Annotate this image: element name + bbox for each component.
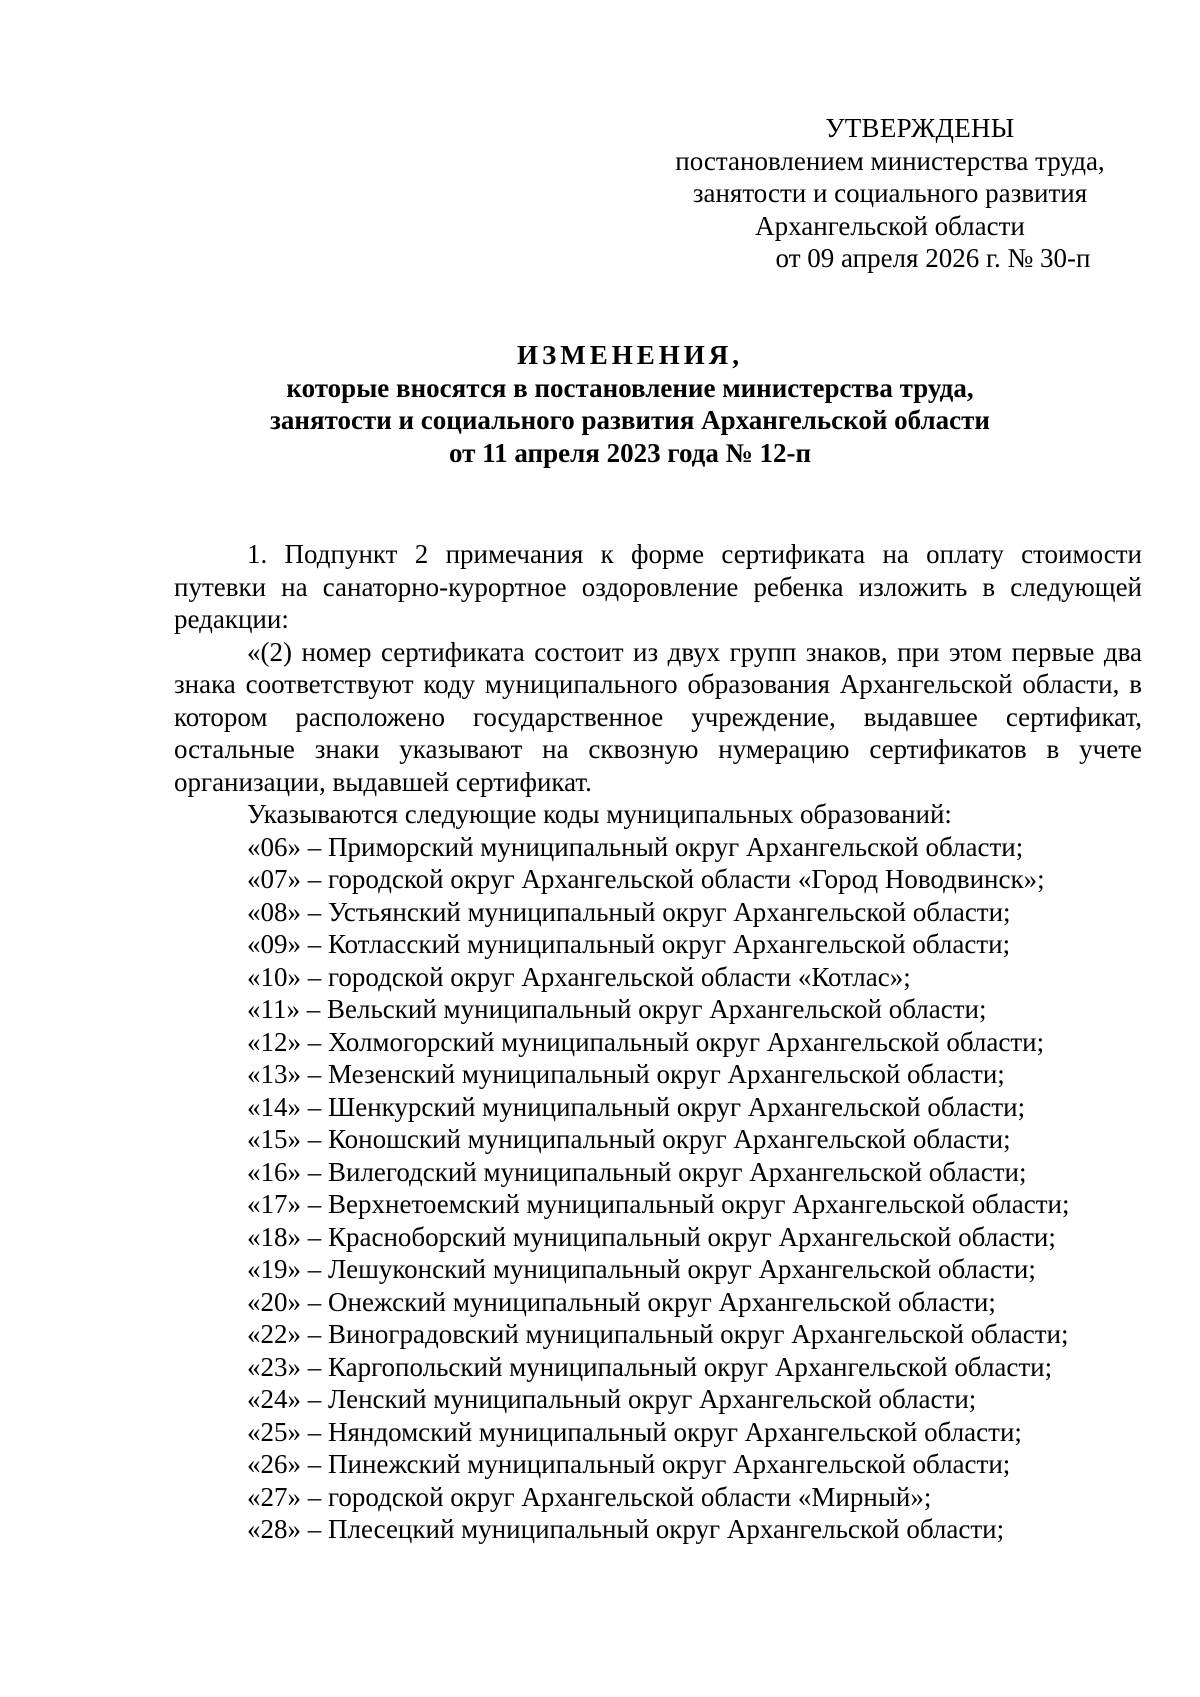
- list-item: «19» – Лешуконский муниципальный округ Архангельской области;: [247, 1254, 1036, 1284]
- title-heading: ИЗМЕНЕНИЯ,: [516, 340, 743, 370]
- list-item: «25» – Няндомский муниципальный округ Архангельской области;: [247, 1416, 1022, 1447]
- list-item: «09» – Котласский муниципальный округ Архангельской области;: [247, 929, 1011, 959]
- list-item: «18» – Красноборский муниципальный округ Архангельской области;: [247, 1221, 1056, 1252]
- list-item: «17» – Верхнетоемский муниципальный округ Архангельской области;: [247, 1189, 1070, 1219]
- list-item: «11» – Вельский муниципальный округ Архангельской области;: [247, 994, 987, 1024]
- list-item: «20» – Онежский муниципальный округ Архангельской области;: [247, 1286, 996, 1317]
- list-item: «27» – городской округ Архангельской области «Мирный»;: [247, 1481, 932, 1512]
- list-item: «16» – Вилегодский муниципальный округ Архангельской области;: [247, 1156, 1027, 1187]
- municipal-codes-list: [174, 831, 1142, 1546]
- document-body: [174, 538, 1142, 1546]
- approval-line: постановлением министерства труда,: [675, 145, 1105, 176]
- approval-date: от 09 апреля 2026 г. № 30-п: [775, 243, 1091, 273]
- approval-heading: УТВЕРЖДЕНЫ: [825, 113, 1015, 143]
- paragraph: «(2) номер сертификата состоит из двух групп знаков, при этом первые два знака соответствуют коду муниципального образования Архангельской области, в котором расположено государственное учреждение, выдавшее сертификат, остальные знаки указывают на сквозную нумерацию сертификатов в учете организации, выдавшей сертификат.: [174, 636, 1142, 797]
- paragraph: 1. Подпункт 2 примечания к форме сертификата на оплату стоимости путевки на санаторно-курортное оздоровление ребенка изложить в следующей редакции:: [174, 539, 1142, 634]
- codes-intro: Указываются следующие коды муниципальных образований:: [247, 799, 952, 829]
- list-item: «28» – Плесецкий муниципальный округ Архангельской области;: [247, 1514, 1005, 1544]
- title-line: от 11 апреля 2023 года № 12-п: [448, 437, 812, 468]
- list-item: «22» – Виноградовский муниципальный округ Архангельской области;: [247, 1319, 1069, 1349]
- list-item: «23» – Каргопольский муниципальный округ Архангельской области;: [247, 1351, 1053, 1382]
- list-item: «26» – Пинежский муниципальный округ Архангельской области;: [247, 1449, 1011, 1479]
- title-line: которые вносятся в постановление министерства труда,: [286, 372, 974, 403]
- document-title: [180, 339, 1080, 469]
- title-line: занятости и социального развития Архангельской области: [270, 405, 990, 435]
- list-item: «12» – Холмогорский муниципальный округ Архангельской области;: [247, 1026, 1045, 1057]
- approval-line: Архангельской области: [755, 210, 1025, 241]
- list-item: «14» – Шенкурский муниципальный округ Архангельской области;: [247, 1091, 1026, 1122]
- list-item: «13» – Мезенский муниципальный округ Архангельской области;: [247, 1059, 1005, 1089]
- approval-stamp: [640, 112, 1140, 275]
- approval-line: занятости и социального развития: [692, 178, 1088, 208]
- list-item: «15» – Коношский муниципальный округ Архангельской области;: [247, 1124, 1011, 1154]
- list-item: «06» – Приморский муниципальный округ Архангельской области;: [247, 831, 1024, 862]
- list-item: «08» – Устьянский муниципальный округ Архангельской области;: [247, 896, 1011, 927]
- list-item: «10» – городской округ Архангельской области «Котлас»;: [247, 961, 911, 992]
- list-item: «24» – Ленский муниципальный округ Архангельской области;: [247, 1384, 977, 1414]
- list-item: «07» – городской округ Архангельской области «Город Новодвинск»;: [247, 864, 1045, 894]
